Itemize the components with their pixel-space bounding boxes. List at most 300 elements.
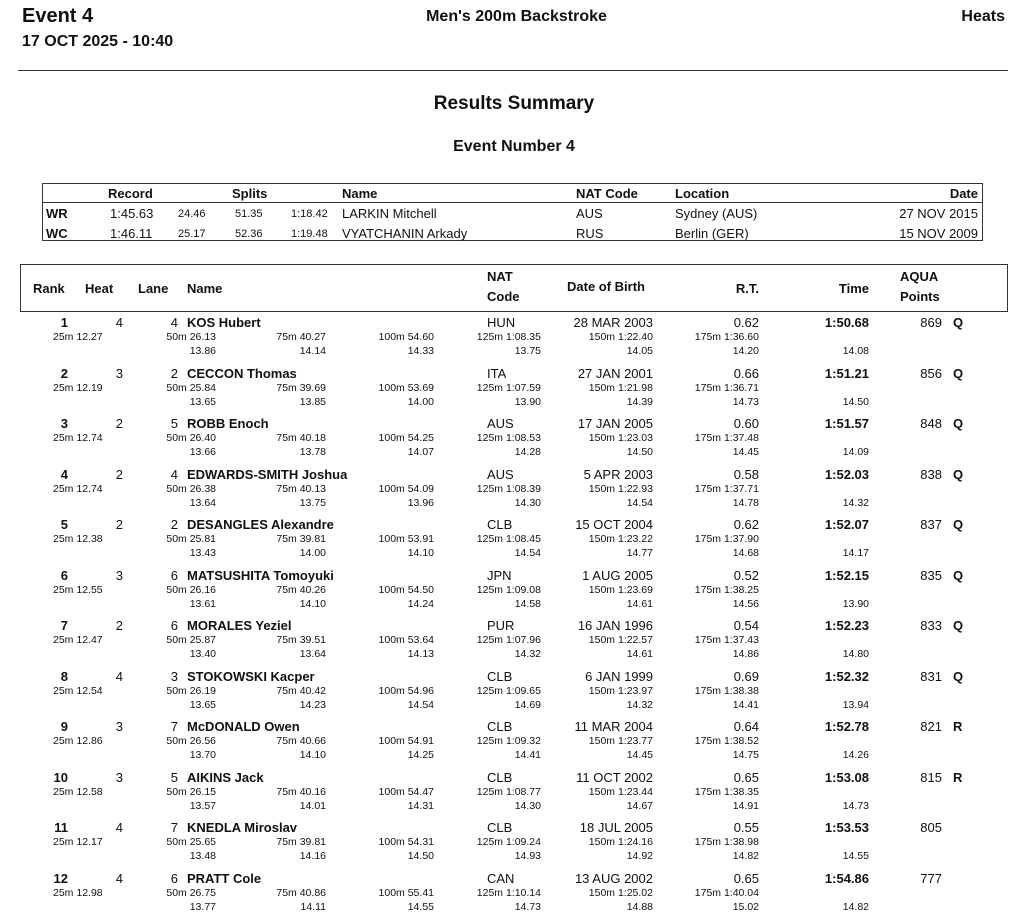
lane: 7 <box>170 820 178 835</box>
split-50m: 50m 26.56 <box>166 735 216 747</box>
athlete-name: KOS Hubert <box>187 315 261 330</box>
split-50m: 50m 26.13 <box>166 331 216 343</box>
page-subtitle: Event Number 4 <box>453 138 575 155</box>
date-of-birth: 1 AUG 2005 <box>582 567 653 583</box>
final-time: 1:53.53 <box>824 820 869 835</box>
lap-125m: 14.58 <box>514 597 541 610</box>
split-25m: 25m 12.74 <box>53 482 103 495</box>
lap-125m: 14.69 <box>514 698 541 711</box>
record-split-2: 52.36 <box>235 228 263 240</box>
aqua-points: 805 <box>920 820 942 835</box>
result-row <box>0 719 1033 769</box>
page-title: Results Summary <box>433 93 595 114</box>
lap-175m: 14.73 <box>732 395 759 408</box>
records-header-record: Record <box>108 186 153 201</box>
heat: 2 <box>115 618 123 633</box>
lane: 2 <box>170 517 178 532</box>
col-rt: R.T. <box>735 281 759 296</box>
event-label: Event 4 <box>22 5 94 27</box>
split-25m: 25m 12.38 <box>53 533 103 545</box>
result-row <box>0 467 1033 517</box>
lap-50m: 13.48 <box>189 850 216 862</box>
split-125m: 125m 1:08.39 <box>476 482 541 495</box>
qualification-mark: Q <box>953 416 964 431</box>
lap-50m: 13.70 <box>189 749 216 761</box>
split-125m: 125m 1:09.65 <box>476 684 541 697</box>
lap-175m: 14.86 <box>732 648 759 660</box>
split-50m: 50m 26.38 <box>166 482 216 495</box>
rank: 7 <box>60 618 68 633</box>
lap-100m: 14.07 <box>407 446 434 458</box>
record-holder-name: VYATCHANIN Arkady <box>342 226 468 241</box>
split-175m: 175m 1:37.43 <box>694 634 759 646</box>
split-125m: 125m 1:10.14 <box>476 886 541 899</box>
split-75m: 75m 40.42 <box>276 684 326 697</box>
lap-50m: 13.77 <box>189 900 216 913</box>
final-time: 1:52.78 <box>824 719 869 734</box>
rank: 8 <box>60 668 68 684</box>
lap-75m: 14.00 <box>299 547 326 559</box>
split-125m: 125m 1:09.32 <box>476 735 541 747</box>
split-125m: 125m 1:08.35 <box>476 331 541 343</box>
lap-75m: 13.85 <box>299 395 326 408</box>
record-nat: AUS <box>576 206 603 221</box>
heat: 4 <box>115 315 123 330</box>
lap-175m: 14.20 <box>732 345 759 357</box>
lap-150m: 14.05 <box>626 345 653 357</box>
lap-125m: 13.90 <box>514 395 541 408</box>
split-175m: 175m 1:40.04 <box>694 886 759 899</box>
split-25m: 25m 12.55 <box>53 583 103 596</box>
records-header-divider <box>42 202 983 203</box>
date-of-birth: 16 JAN 1996 <box>577 618 653 633</box>
lap-200m: 14.73 <box>842 799 869 812</box>
lap-125m: 14.93 <box>514 850 541 862</box>
lap-125m: 14.30 <box>514 799 541 812</box>
reaction-time: 0.54 <box>733 618 759 633</box>
lap-175m: 14.41 <box>732 698 759 711</box>
record-time: 1:46.11 <box>110 226 153 241</box>
qualification-mark: R <box>953 769 963 785</box>
qualification-mark: Q <box>953 517 964 532</box>
date-of-birth: 28 MAR 2003 <box>573 315 653 330</box>
lap-175m: 14.75 <box>732 749 759 761</box>
aqua-points: 777 <box>920 870 942 886</box>
heat: 3 <box>115 719 123 734</box>
final-time: 1:50.68 <box>824 315 869 330</box>
col-time: Time <box>838 281 869 296</box>
split-175m: 175m 1:38.35 <box>694 785 759 798</box>
split-50m: 50m 26.75 <box>166 886 216 899</box>
split-75m: 75m 40.26 <box>276 583 326 596</box>
reaction-time: 0.55 <box>733 820 759 835</box>
split-50m: 50m 25.65 <box>166 836 216 848</box>
rank: 9 <box>60 719 68 734</box>
result-row <box>0 366 1033 416</box>
col-lane: Lane <box>138 281 169 296</box>
split-100m: 100m 54.47 <box>378 785 434 798</box>
record-date: 27 NOV 2015 <box>899 206 978 221</box>
records-header-nat: NAT Code <box>576 186 638 201</box>
split-175m: 175m 1:37.90 <box>694 533 759 545</box>
date-of-birth: 13 AUG 2002 <box>574 870 653 886</box>
heat: 4 <box>115 820 123 835</box>
nat-code: CAN <box>487 870 515 886</box>
lap-100m: 14.24 <box>407 597 434 610</box>
qualification-mark: Q <box>953 315 964 330</box>
nat-code: CLB <box>487 517 513 532</box>
lap-100m: 14.00 <box>407 395 434 408</box>
split-25m: 25m 12.98 <box>53 886 103 899</box>
split-150m: 150m 1:22.93 <box>588 482 653 495</box>
nat-code: PUR <box>487 618 515 633</box>
event-phase: Heats <box>961 8 1005 25</box>
nat-code: AUS <box>487 416 514 431</box>
split-100m: 100m 54.60 <box>378 331 434 343</box>
lap-150m: 14.61 <box>626 597 653 610</box>
lap-75m: 13.64 <box>299 648 326 660</box>
aqua-points: 831 <box>920 668 942 684</box>
records-header-splits: Splits <box>232 186 268 201</box>
split-50m: 50m 26.15 <box>166 785 216 798</box>
lane: 7 <box>170 719 178 734</box>
nat-code: HUN <box>487 315 516 330</box>
reaction-time: 0.65 <box>733 769 759 785</box>
split-100m: 100m 54.25 <box>378 432 434 444</box>
aqua-points: 838 <box>920 466 942 482</box>
lap-175m: 14.78 <box>732 496 759 509</box>
split-125m: 125m 1:07.96 <box>476 634 541 646</box>
result-row <box>0 568 1033 618</box>
lap-150m: 14.39 <box>626 395 653 408</box>
record-nat: RUS <box>576 226 604 241</box>
lap-125m: 14.28 <box>514 446 541 458</box>
split-175m: 175m 1:38.98 <box>694 836 759 848</box>
split-75m: 75m 40.27 <box>276 331 326 343</box>
final-time: 1:52.03 <box>824 466 869 482</box>
aqua-points: 837 <box>920 517 942 532</box>
split-150m: 150m 1:23.44 <box>588 785 653 798</box>
aqua-points: 848 <box>920 416 942 431</box>
heat: 2 <box>115 416 123 431</box>
event-title: Men's 200m Backstroke <box>426 8 607 25</box>
result-row <box>0 416 1033 466</box>
athlete-name: MORALES Yeziel <box>187 618 292 633</box>
result-row <box>0 669 1033 719</box>
lap-200m: 14.32 <box>842 496 869 509</box>
lap-75m: 14.01 <box>299 799 326 812</box>
lap-175m: 14.82 <box>732 850 759 862</box>
col-points-line2: Points <box>900 289 940 304</box>
lap-150m: 14.32 <box>626 698 653 711</box>
lap-100m: 13.96 <box>407 496 434 509</box>
lap-75m: 14.10 <box>299 597 326 610</box>
aqua-points: 835 <box>920 567 942 583</box>
lap-175m: 14.56 <box>732 597 759 610</box>
col-name: Name <box>187 281 223 296</box>
split-175m: 175m 1:38.38 <box>694 684 759 697</box>
record-split-2: 51.35 <box>235 208 263 220</box>
final-time: 1:52.23 <box>824 618 869 633</box>
date-of-birth: 11 MAR 2004 <box>574 719 653 734</box>
split-100m: 100m 53.64 <box>378 634 434 646</box>
split-50m: 50m 26.40 <box>166 432 216 444</box>
col-nat-line2: Code <box>487 289 520 304</box>
lap-75m: 14.14 <box>299 345 326 357</box>
split-100m: 100m 53.69 <box>378 381 434 394</box>
split-175m: 175m 1:37.71 <box>694 482 759 495</box>
split-50m: 50m 25.87 <box>166 634 216 646</box>
split-100m: 100m 54.09 <box>378 482 434 495</box>
split-50m: 50m 25.84 <box>166 381 216 394</box>
record-split-3: 1:19.48 <box>291 228 328 240</box>
lap-50m: 13.65 <box>189 698 216 711</box>
record-date: 15 NOV 2009 <box>899 226 978 241</box>
split-150m: 150m 1:24.16 <box>588 836 653 848</box>
split-150m: 150m 1:25.02 <box>588 886 653 899</box>
lane: 4 <box>170 466 178 482</box>
header-divider <box>18 70 1008 71</box>
lane: 6 <box>170 870 178 886</box>
lap-75m: 14.23 <box>299 698 326 711</box>
lap-200m: 14.55 <box>842 850 869 862</box>
rank: 2 <box>60 365 68 381</box>
rank: 6 <box>60 567 68 583</box>
records-header-date: Date <box>949 186 978 201</box>
rank: 3 <box>60 416 68 431</box>
lap-200m: 13.94 <box>842 698 869 711</box>
rank: 4 <box>60 466 68 482</box>
lap-150m: 14.54 <box>626 496 653 509</box>
split-125m: 125m 1:08.45 <box>476 533 541 545</box>
date-of-birth: 15 OCT 2004 <box>575 517 653 532</box>
aqua-points: 869 <box>920 315 942 330</box>
lap-200m: 14.50 <box>842 395 869 408</box>
lane: 5 <box>170 416 178 431</box>
lane: 6 <box>170 567 178 583</box>
result-row <box>0 618 1033 668</box>
lap-100m: 14.25 <box>407 749 434 761</box>
reaction-time: 0.64 <box>733 719 759 734</box>
split-100m: 100m 54.31 <box>378 836 434 848</box>
lap-150m: 14.50 <box>626 446 653 458</box>
result-row <box>0 517 1033 567</box>
lap-100m: 14.31 <box>407 799 434 812</box>
col-dob: Date of Birth <box>567 279 645 294</box>
heat: 4 <box>115 870 123 886</box>
lap-175m: 14.91 <box>732 799 759 812</box>
nat-code: AUS <box>487 466 514 482</box>
split-125m: 125m 1:08.77 <box>476 785 541 798</box>
athlete-name: KNEDLA Miroslav <box>187 820 298 835</box>
lap-150m: 14.45 <box>626 749 653 761</box>
lap-200m: 14.08 <box>842 345 869 357</box>
split-75m: 75m 40.66 <box>276 735 326 747</box>
heat: 2 <box>115 517 123 532</box>
split-25m: 25m 12.47 <box>53 634 103 646</box>
heat: 3 <box>115 567 123 583</box>
split-75m: 75m 39.69 <box>276 381 326 394</box>
split-75m: 75m 40.86 <box>276 886 326 899</box>
record-split-1: 25.17 <box>178 228 206 240</box>
split-50m: 50m 26.19 <box>166 684 216 697</box>
split-75m: 75m 40.13 <box>276 482 326 495</box>
split-50m: 50m 25.81 <box>166 533 216 545</box>
split-25m: 25m 12.54 <box>53 684 103 697</box>
lane: 6 <box>170 618 178 633</box>
lap-50m: 13.66 <box>189 446 216 458</box>
date-of-birth: 17 JAN 2005 <box>577 416 653 431</box>
lap-100m: 14.50 <box>407 850 434 862</box>
lap-200m: 14.17 <box>842 547 869 559</box>
lap-50m: 13.65 <box>189 395 216 408</box>
lap-125m: 13.75 <box>514 345 541 357</box>
athlete-name: AIKINS Jack <box>187 769 264 785</box>
aqua-points: 821 <box>920 719 942 734</box>
record-split-1: 24.46 <box>178 208 206 220</box>
result-row <box>0 820 1033 870</box>
final-time: 1:54.86 <box>824 870 869 886</box>
split-100m: 100m 55.41 <box>378 886 434 899</box>
lap-100m: 14.33 <box>407 345 434 357</box>
split-25m: 25m 12.27 <box>53 331 103 343</box>
date-of-birth: 18 JUL 2005 <box>579 820 653 835</box>
split-150m: 150m 1:22.40 <box>588 331 653 343</box>
athlete-name: STOKOWSKI Kacper <box>187 668 315 684</box>
qualification-mark: Q <box>953 466 964 482</box>
lap-125m: 14.30 <box>514 496 541 509</box>
athlete-name: ROBB Enoch <box>187 416 269 431</box>
split-175m: 175m 1:37.48 <box>694 432 759 444</box>
lap-200m: 14.80 <box>842 648 869 660</box>
lap-175m: 14.45 <box>732 446 759 458</box>
nat-code: JPN <box>487 567 512 583</box>
qualification-mark: R <box>953 719 963 734</box>
split-100m: 100m 53.91 <box>378 533 434 545</box>
split-125m: 125m 1:09.08 <box>476 583 541 596</box>
split-100m: 100m 54.96 <box>378 684 434 697</box>
split-175m: 175m 1:38.25 <box>694 583 759 596</box>
rank: 12 <box>53 870 68 886</box>
lap-50m: 13.86 <box>189 345 216 357</box>
split-75m: 75m 39.81 <box>276 836 326 848</box>
heat: 3 <box>115 365 123 381</box>
split-25m: 25m 12.19 <box>53 381 103 394</box>
rank: 10 <box>53 769 68 785</box>
qualification-mark: Q <box>953 618 964 633</box>
record-holder-name: LARKIN Mitchell <box>342 206 437 221</box>
reaction-time: 0.62 <box>733 315 759 330</box>
lane: 3 <box>170 668 178 684</box>
lap-125m: 14.73 <box>514 900 541 913</box>
records-header-location: Location <box>675 186 730 201</box>
reaction-time: 0.66 <box>733 365 759 381</box>
split-150m: 150m 1:21.98 <box>588 381 653 394</box>
split-175m: 175m 1:38.52 <box>694 735 759 747</box>
final-time: 1:51.21 <box>824 365 869 381</box>
lap-100m: 14.54 <box>407 698 434 711</box>
athlete-name: DESANGLES Alexandre <box>187 517 334 532</box>
reaction-time: 0.60 <box>733 416 759 431</box>
athlete-name: PRATT Cole <box>187 870 262 886</box>
aqua-points: 815 <box>920 769 942 785</box>
split-150m: 150m 1:23.22 <box>588 533 653 545</box>
lap-75m: 14.16 <box>299 850 326 862</box>
athlete-name: EDWARDS-SMITH Joshua <box>187 466 348 482</box>
heat: 3 <box>115 769 123 785</box>
split-125m: 125m 1:07.59 <box>476 381 541 394</box>
lap-175m: 15.02 <box>732 900 759 913</box>
lap-200m: 13.90 <box>842 597 869 610</box>
split-25m: 25m 12.74 <box>53 432 103 444</box>
lap-200m: 14.26 <box>842 749 869 761</box>
split-75m: 75m 40.18 <box>276 432 326 444</box>
lap-150m: 14.92 <box>626 850 653 862</box>
athlete-name: McDONALD Owen <box>187 719 300 734</box>
lap-200m: 14.09 <box>842 446 869 458</box>
lap-75m: 14.10 <box>299 749 326 761</box>
lap-200m: 14.82 <box>842 900 869 913</box>
lap-125m: 14.41 <box>514 749 541 761</box>
reaction-time: 0.65 <box>733 870 759 886</box>
lap-75m: 13.78 <box>299 446 326 458</box>
reaction-time: 0.58 <box>733 466 759 482</box>
event-datetime: 17 OCT 2025 - 10:40 <box>22 33 174 50</box>
split-100m: 100m 54.91 <box>378 735 434 747</box>
split-25m: 25m 12.58 <box>53 785 103 798</box>
nat-code: CLB <box>487 668 513 684</box>
split-150m: 150m 1:23.97 <box>588 684 653 697</box>
date-of-birth: 6 JAN 1999 <box>585 668 653 684</box>
split-25m: 25m 12.17 <box>53 836 103 848</box>
lap-150m: 14.88 <box>626 900 653 913</box>
lap-100m: 14.13 <box>407 648 434 660</box>
rank: 11 <box>54 820 68 835</box>
split-175m: 175m 1:36.60 <box>694 331 759 343</box>
lap-150m: 14.67 <box>626 799 653 812</box>
lap-75m: 13.75 <box>299 496 326 509</box>
athlete-name: CECCON Thomas <box>187 365 297 381</box>
final-time: 1:52.07 <box>824 517 869 532</box>
col-points-line1: AQUA <box>900 269 939 284</box>
split-100m: 100m 54.50 <box>378 583 434 596</box>
rank: 1 <box>60 315 68 330</box>
aqua-points: 856 <box>920 365 942 381</box>
split-125m: 125m 1:08.53 <box>476 432 541 444</box>
split-150m: 150m 1:23.77 <box>588 735 653 747</box>
nat-code: CLB <box>487 769 513 785</box>
final-time: 1:52.32 <box>824 668 869 684</box>
nat-code: ITA <box>487 365 507 381</box>
result-row <box>0 315 1033 365</box>
result-row <box>0 871 1033 921</box>
rank: 5 <box>60 517 68 532</box>
athlete-name: MATSUSHITA Tomoyuki <box>187 567 334 583</box>
qualification-mark: Q <box>953 567 964 583</box>
record-type: WC <box>46 226 68 241</box>
aqua-points: 833 <box>920 618 942 633</box>
date-of-birth: 27 JAN 2001 <box>577 365 653 381</box>
final-time: 1:53.08 <box>824 769 869 785</box>
split-25m: 25m 12.86 <box>53 735 103 747</box>
records-header-name: Name <box>342 186 378 201</box>
record-location: Berlin (GER) <box>675 226 749 241</box>
lap-100m: 14.55 <box>407 900 434 913</box>
split-75m: 75m 40.16 <box>276 785 326 798</box>
final-time: 1:52.15 <box>824 567 869 583</box>
reaction-time: 0.69 <box>733 668 759 684</box>
lap-50m: 13.57 <box>189 799 216 812</box>
